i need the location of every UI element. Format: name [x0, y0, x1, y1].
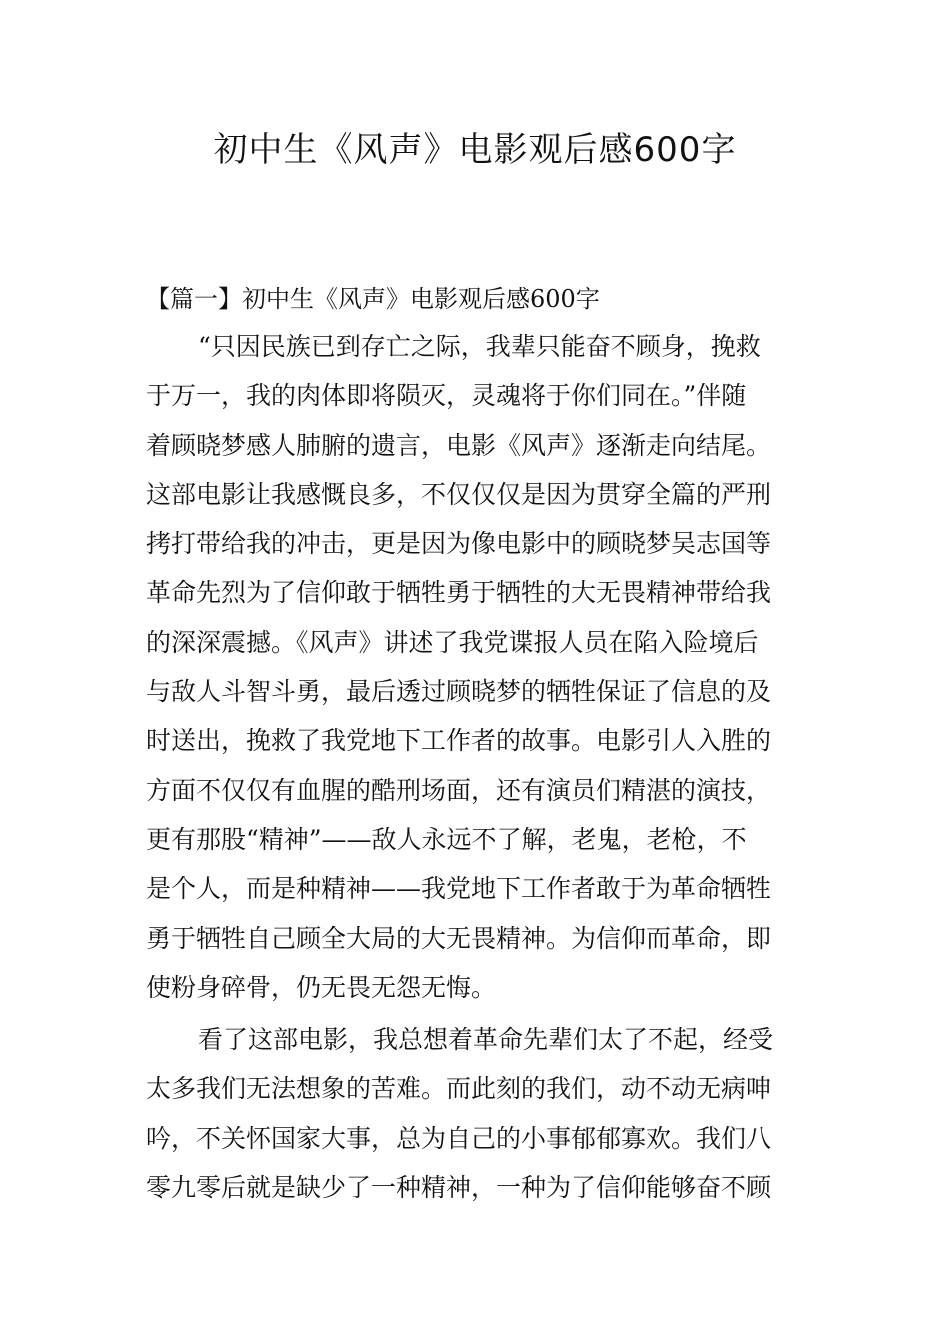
text-line: “只因民族已到存亡之际，我辈只能奋不顾身，挽救: [198, 332, 761, 361]
document-body: [146, 276, 806, 1212]
section-heading: 【篇一】初中生《风声》电影观后感600字: [146, 285, 600, 313]
text-line: 于万一，我的肉体即将陨灭，灵魂将于你们同在。”伴随: [146, 381, 747, 411]
paragraph-2: [146, 1015, 806, 1212]
text-line: 拷打带给我的冲击，更是因为像电影中的顾晓梦吴志国等: [146, 529, 772, 559]
text-line: 吟，不关怀国家大事，总为自己的小事郁郁寡欢。我们八: [146, 1123, 772, 1153]
text-line: 是个人，而是种精神——我党地下工作者敢于为革命牺牲: [146, 874, 772, 904]
text-line: 方面不仅仅有血腥的酷刑场面，还有演员们精湛的演技，: [146, 775, 772, 805]
text-line: 着顾晓梦感人肺腑的遗言，电影《风声》逐渐走向结尾。: [146, 430, 772, 460]
text-line: 太多我们无法想象的苦难。而此刻的我们，动不动无病呻: [146, 1074, 772, 1104]
text-line: 零九零后就是缺少了一种精神，一种为了信仰能够奋不顾: [146, 1173, 772, 1203]
text-line: 时送出，挽救了我党地下工作者的故事。电影引人入胜的: [146, 726, 772, 756]
text-line: 这部电影让我感慨良多，不仅仅仅是因为贯穿全篇的严刑: [146, 479, 772, 509]
text-line: 与敌人斗智斗勇，最后透过顾晓梦的牺牲保证了信息的及: [146, 677, 772, 707]
text-line: 更有那股“精神”——敌人永远不了解，老鬼，老枪，不: [146, 824, 747, 854]
text-line: 的深深震撼。《风声》讲述了我党谍报人员在陷入险境后: [146, 627, 759, 657]
document-title: 初中生《风声》电影观后感600字: [213, 130, 737, 170]
text-line: 使粉身碎骨，仍无畏无怨无悔。: [146, 972, 497, 1002]
text-line: 勇于牺牲自己顾全大局的大无畏精神。为信仰而革命，即: [146, 923, 772, 953]
text-line: 革命先烈为了信仰敢于牺牲勇于牺牲的大无畏精神带给我: [146, 578, 772, 608]
paragraph-1: [146, 322, 806, 1012]
text-line: 看了这部电影，我总想着革命先辈们太了不起，经受: [198, 1025, 774, 1055]
